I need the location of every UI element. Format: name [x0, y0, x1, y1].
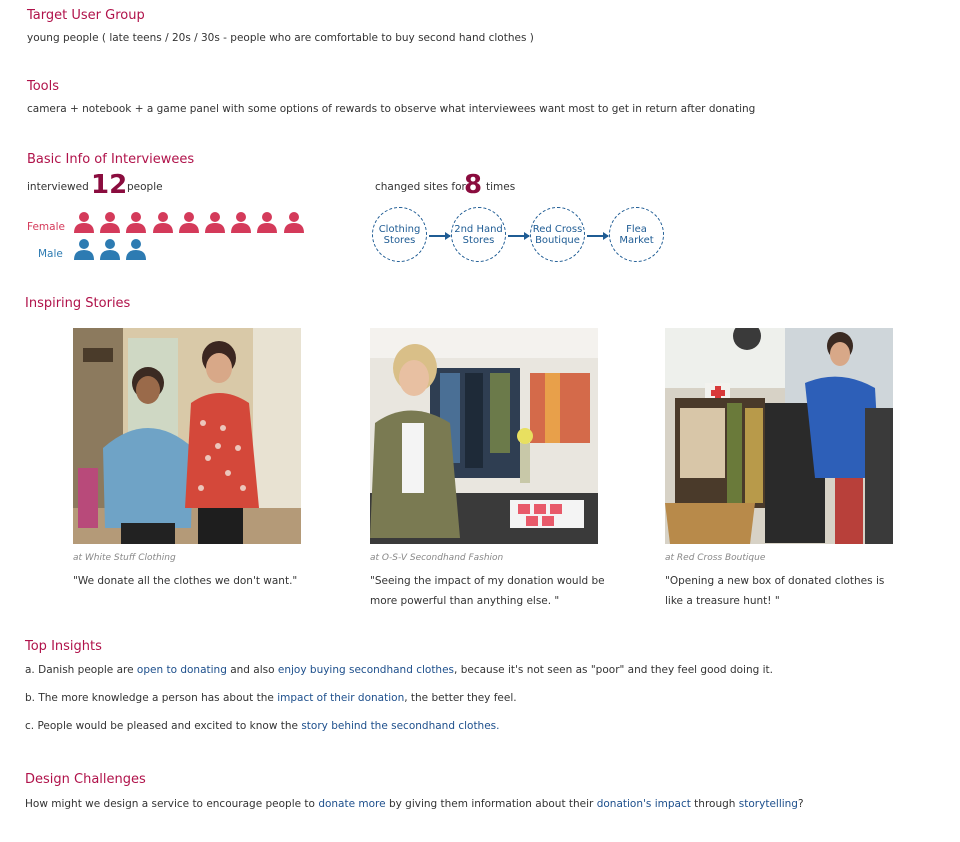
- person-icon: [99, 211, 121, 233]
- sites-count: 8: [464, 170, 483, 200]
- highlight-impact: impact of their donation: [277, 692, 405, 704]
- challenges-heading: Design Challenges: [25, 772, 146, 787]
- highlight-open-to-donating: open to donating: [136, 664, 227, 676]
- person-icon: [283, 211, 305, 233]
- person-icon: [125, 211, 147, 233]
- highlight-storytelling: storytelling: [738, 798, 798, 810]
- story-quote: "Opening a new box of donated clothes is like a treasure hunt! ": [665, 575, 885, 607]
- sites-label: changed sites for: [375, 181, 466, 193]
- target-text: young people ( late teens / 20s / 30s - people who are comfortable to buy second hand clothes ): [27, 32, 534, 44]
- story-quote: "We donate all the clothes we don't want.": [73, 575, 298, 587]
- person-icon: [178, 211, 200, 233]
- story-quote: "Seeing the impact of my donation would be more powerful than anything else. ": [370, 575, 605, 607]
- basic-info-heading: Basic Info of Interviewees: [27, 152, 195, 167]
- male-label: Male: [38, 248, 63, 260]
- target-heading: Target User Group: [27, 8, 145, 23]
- flow-arrow: [508, 235, 529, 237]
- person-icon: [152, 211, 174, 233]
- story-caption: at White Stuff Clothing: [73, 553, 176, 563]
- person-icon: [256, 211, 278, 233]
- interviewed-count: 12: [91, 170, 128, 200]
- story-photo-red-cross: [665, 328, 893, 544]
- challenge-text: How might we design a service to encourage people to donate more by giving them information about their donation's impact through storytelling?: [25, 798, 804, 810]
- site-2nd-hand-stores: 2nd Hand Stores: [451, 207, 506, 262]
- site-flea-market: Flea Market: [609, 207, 664, 262]
- female-label: Female: [27, 221, 65, 233]
- insight-a: a. Danish people are open to donating and also enjoy buying secondhand clothes, because it's not seen as "poor" and they feel good doing it.: [25, 664, 773, 676]
- person-icon: [230, 211, 252, 233]
- site-clothing-stores: Clothing Stores: [372, 207, 427, 262]
- stories-heading: Inspiring Stories: [25, 296, 131, 311]
- person-icon: [99, 238, 121, 260]
- insights-heading: Top Insights: [25, 639, 102, 654]
- interviewed-unit: people: [127, 181, 163, 193]
- flow-arrow: [429, 235, 450, 237]
- story-photo-white-stuff: [73, 328, 301, 544]
- story-caption: at O-S-V Secondhand Fashion: [370, 553, 504, 563]
- person-icon: [73, 211, 95, 233]
- insight-b: b. The more knowledge a person has about the impact of their donation, the better they feel.: [25, 692, 517, 704]
- story-caption: at Red Cross Boutique: [665, 553, 766, 563]
- highlight-donation-impact: donation's impact: [596, 798, 691, 810]
- person-icon: [204, 211, 226, 233]
- interviewed-label: interviewed: [27, 181, 89, 193]
- insight-c: c. People would be pleased and excited to know the story behind the secondhand clothes.: [25, 720, 500, 732]
- highlight-story: story behind the secondhand clothes.: [301, 720, 500, 732]
- person-icon: [125, 238, 147, 260]
- sites-unit: times: [486, 181, 516, 193]
- tools-heading: Tools: [27, 79, 60, 94]
- site-red-cross-boutique: Red Cross Boutique: [530, 207, 585, 262]
- highlight-enjoy-buying: enjoy buying secondhand clothes: [277, 664, 455, 676]
- person-icon: [73, 238, 95, 260]
- story-photo-osv: [370, 328, 598, 544]
- highlight-donate-more: donate more: [318, 798, 386, 810]
- flow-arrow: [587, 235, 608, 237]
- tools-text: camera + notebook + a game panel with some options of rewards to observe what interviewees want most to get in return after donating: [27, 103, 756, 115]
